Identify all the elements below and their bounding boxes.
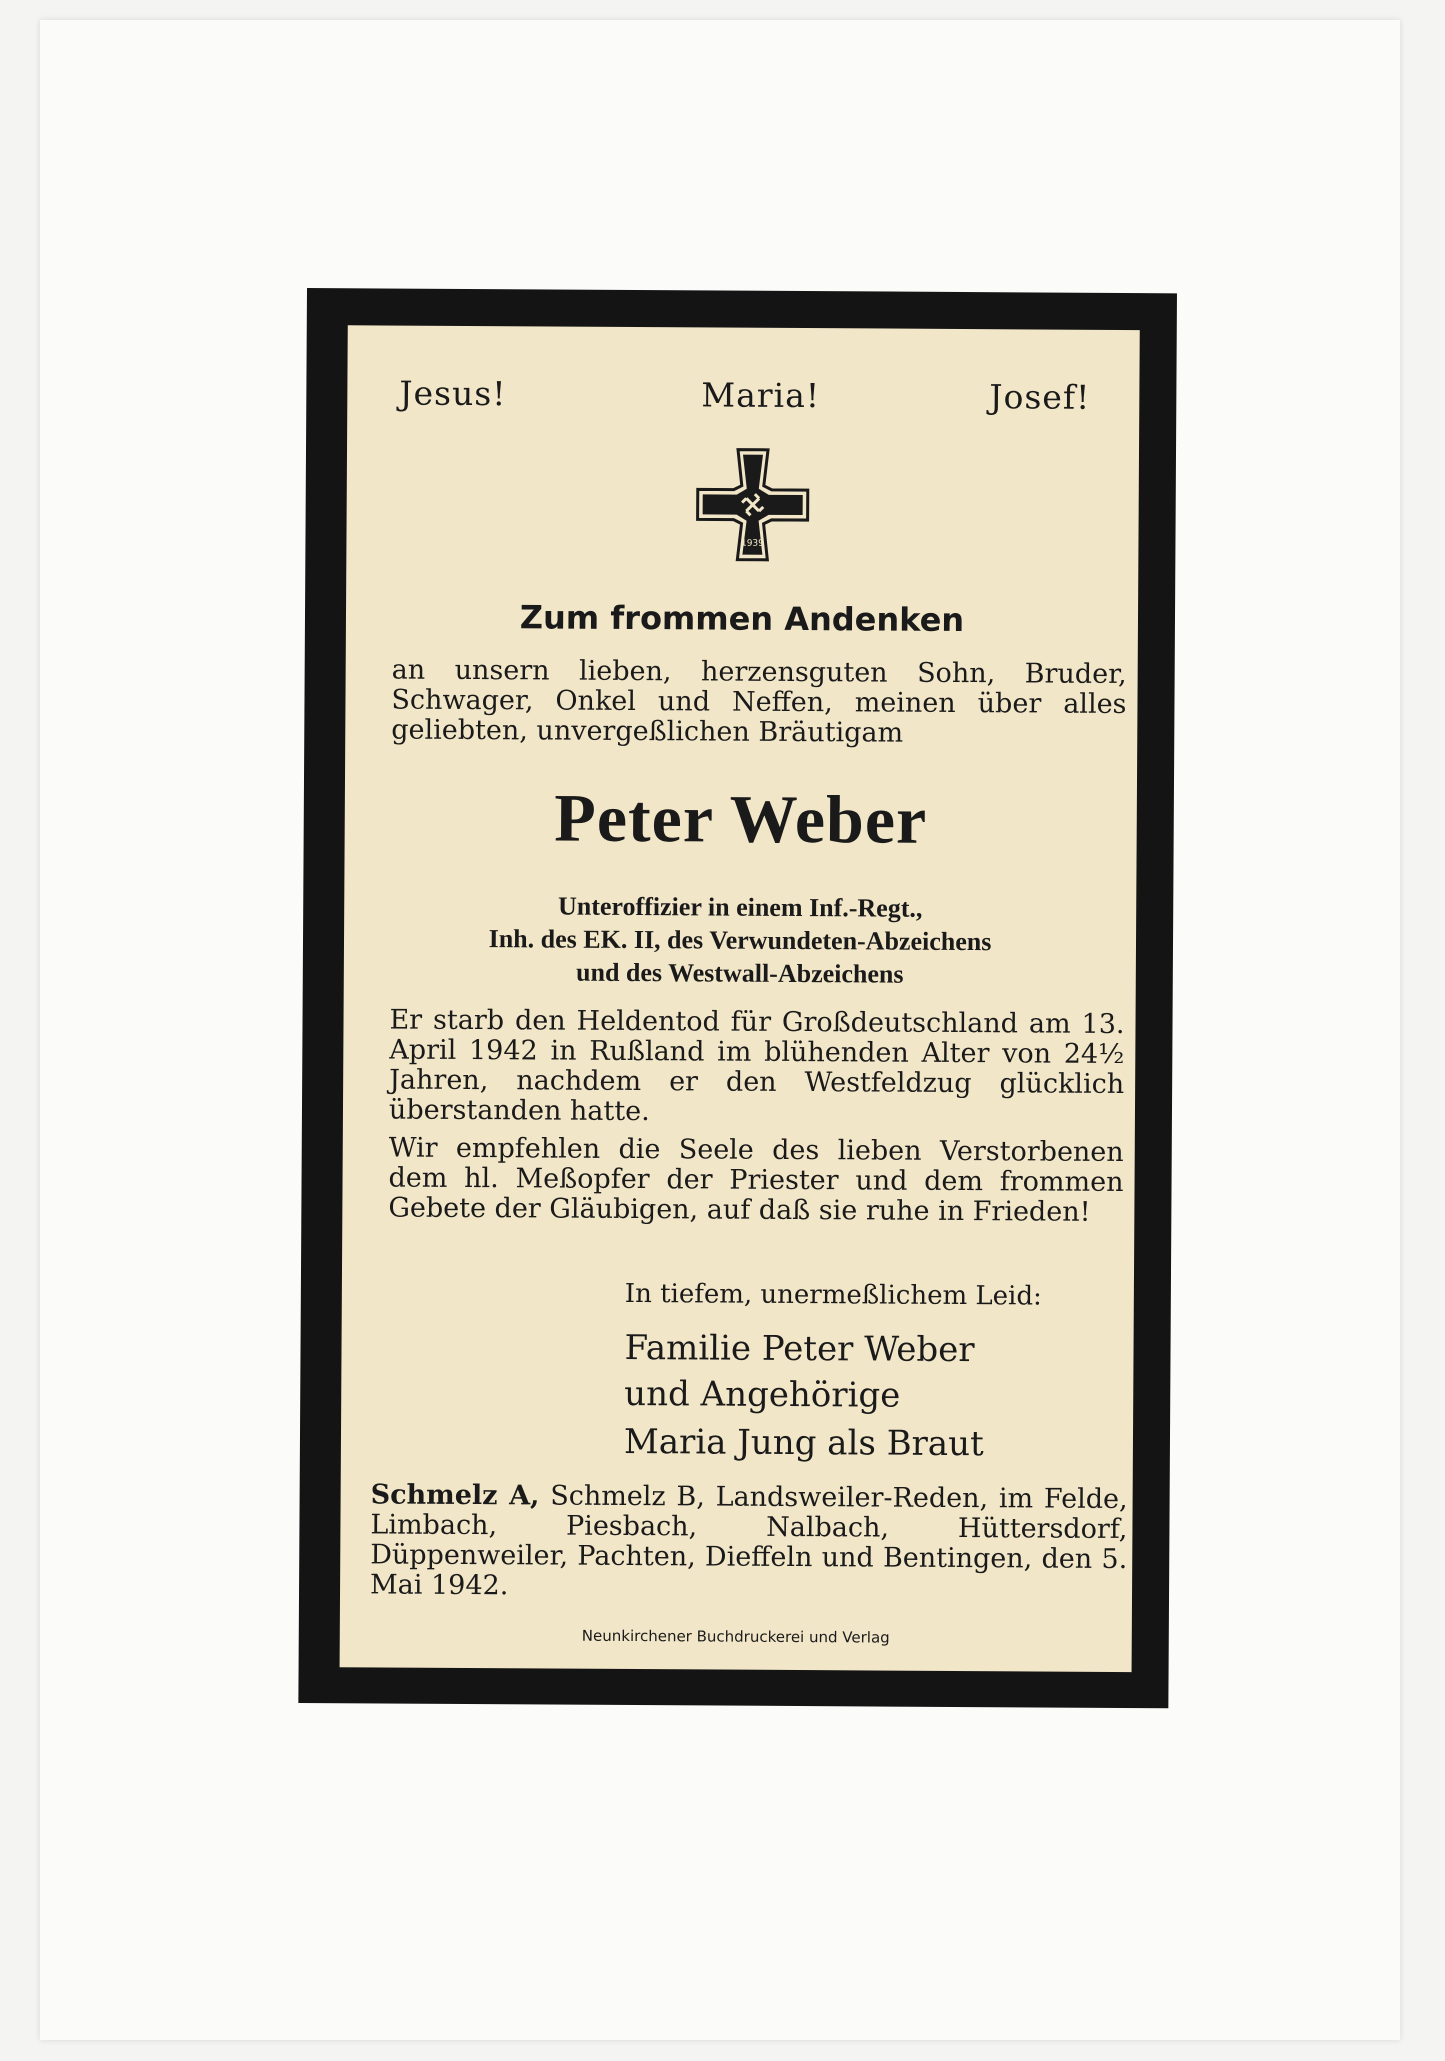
heading: Zum frommen Andenken [519,598,965,640]
paragraph-prayer: Wir empfehlen die Seele des lieben Verstorbenen dem hl. Meßopfer der Priester und dem frommen Gebete der Gläubigen, auf daß sie ruhe in Frieden! [388,1132,1124,1228]
signer-relatives: und Angehörige [624,1373,901,1416]
cross-year: 1939 [740,538,764,549]
signer-bride: Maria Jung als Braut [623,1421,984,1465]
iron-cross-icon [693,445,812,564]
header-jesus: Jesus! [399,373,507,414]
card-paper [340,325,1140,1672]
rank-line-1: Unteroffizier in einem Inf.-Regt., [557,891,923,923]
header-maria: Maria! [701,375,821,416]
closing-line: In tiefem, unermeßlichem Leid: [624,1278,1042,1312]
intro-text: an unsern lieben, herzensguten Sohn, Bruder, Schwager, Onkel und Neffen, meinen über alles geliebten, unvergeßlichen Bräutigam [391,654,1127,749]
rank-line-2: Inh. des EK. II, des Verwundeten-Abzeichens [488,924,992,957]
memorial-card [298,288,1177,1708]
header-josef: Josef! [989,377,1091,417]
rank-block [344,888,1137,992]
places-rest: Schmelz B, Landsweiler-Reden, im Felde, Limbach, Piesbach, Nalbach, Hüttersdorf, Düppenweiler, Pachten, Dieffeln und Bentingen, den 5. Mai 1942. [369,1480,1128,1602]
printer-credit: Neunkirchener Buchdruckerei und Verlag [581,1626,890,1647]
signer-family: Familie Peter Weber [624,1327,975,1371]
places-date [370,1480,1128,1605]
paragraph-death: Er starb den Heldentod für Großdeutschland am 13. April 1942 in Rußland im blühenden Alter von 24½ Jahren, nachdem er den Westfeldzug glücklich überstanden hatte. [388,1004,1125,1128]
rank-line-3: und des Westwall-Abzeichens [576,957,904,989]
places-lead: Schmelz A, [370,1479,540,1512]
deceased-name: Peter Weber [554,779,928,858]
